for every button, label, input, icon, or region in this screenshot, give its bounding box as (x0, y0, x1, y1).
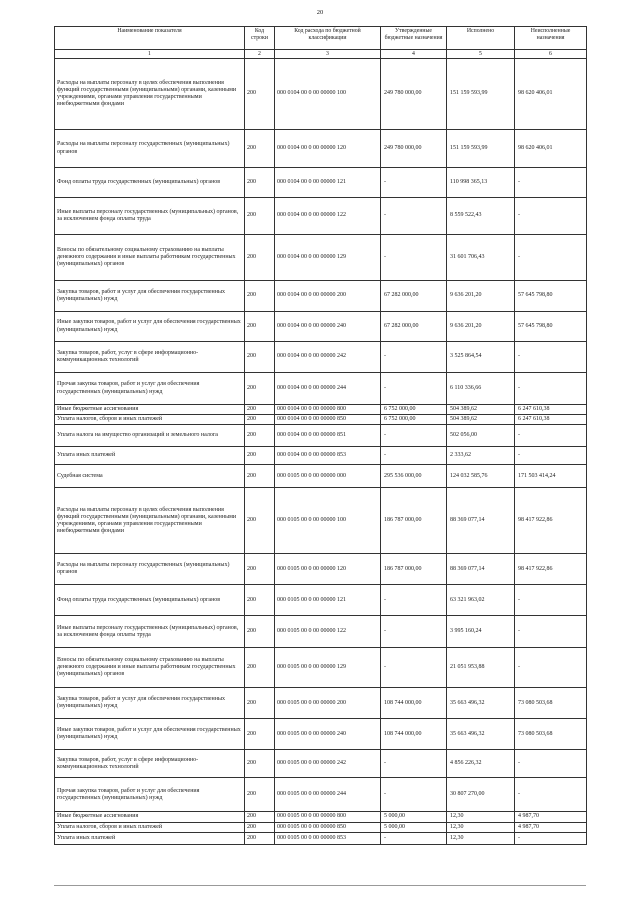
row-budget-code: 000 0104 00 0 00 00000 244 (275, 373, 381, 405)
row-line-code: 200 (245, 822, 275, 832)
row-approved: 5 000,00 (381, 822, 447, 832)
row-executed: 30 807 270,00 (447, 778, 515, 812)
row-approved: - (381, 585, 447, 616)
row-line-code: 200 (245, 554, 275, 585)
row-unexecuted: 6 247 610,38 (515, 415, 587, 425)
row-budget-code: 000 0105 00 0 00 00000 200 (275, 688, 381, 719)
row-unexecuted: 73 080 503,68 (515, 719, 587, 750)
row-budget-code: 000 0104 00 0 00 00000 853 (275, 447, 381, 465)
row-approved: - (381, 616, 447, 648)
row-name: Иные бюджетные ассигнования (55, 812, 245, 822)
row-executed: 12,30 (447, 822, 515, 832)
row-budget-code: 000 0105 00 0 00 00000 853 (275, 832, 381, 844)
row-unexecuted: - (515, 342, 587, 373)
row-executed: 12,30 (447, 832, 515, 844)
row-executed: 63 321 963,02 (447, 585, 515, 616)
table-row (55, 312, 587, 342)
row-budget-code: 000 0105 00 0 00 00000 244 (275, 778, 381, 812)
row-budget-code: 000 0105 00 0 00 00000 242 (275, 750, 381, 778)
row-unexecuted: - (515, 648, 587, 688)
row-executed: 9 636 201,20 (447, 312, 515, 342)
table-row (55, 405, 587, 415)
row-line-code: 200 (245, 778, 275, 812)
column-numbers-row (55, 50, 587, 59)
table-row (55, 59, 587, 130)
row-line-code: 200 (245, 832, 275, 844)
row-approved: - (381, 778, 447, 812)
row-unexecuted: - (515, 235, 587, 281)
row-unexecuted: 57 645 798,80 (515, 281, 587, 312)
row-budget-code: 000 0105 00 0 00 00000 240 (275, 719, 381, 750)
row-unexecuted: 57 645 798,80 (515, 312, 587, 342)
row-approved: 186 787 000,00 (381, 488, 447, 554)
row-budget-code: 000 0105 00 0 00 00000 000 (275, 465, 381, 488)
row-line-code: 200 (245, 750, 275, 778)
row-approved: 108 744 000,00 (381, 688, 447, 719)
row-budget-code: 000 0105 00 0 00 00000 121 (275, 585, 381, 616)
row-budget-code: 000 0104 00 0 00 00000 129 (275, 235, 381, 281)
header-name: Наименование показателя (55, 27, 245, 50)
row-approved: 249 780 000,00 (381, 130, 447, 168)
row-name: Иные закупки товаров, работ и услуг для обеспечения государственных (муниципальных) нужд (55, 312, 245, 342)
row-name: Расходы на выплаты персоналу в целях обеспечения выполнения функций государственными (муниципальными) органами, казенными учреждениями, органами управления государственными внебюджетными фондами (55, 59, 245, 130)
row-name: Прочая закупка товаров, работ и услуг для обеспечения государственных (муниципальных) нужд (55, 373, 245, 405)
row-unexecuted: - (515, 832, 587, 844)
row-line-code: 200 (245, 616, 275, 648)
row-line-code: 200 (245, 59, 275, 130)
row-budget-code: 000 0104 00 0 00 00000 122 (275, 198, 381, 235)
table-row (55, 832, 587, 844)
row-executed: 88 369 077,14 (447, 554, 515, 585)
table-row (55, 778, 587, 812)
row-line-code: 200 (245, 648, 275, 688)
row-name: Судебная система (55, 465, 245, 488)
row-name: Фонд оплаты труда государственных (муниципальных) органов (55, 585, 245, 616)
row-name: Иные выплаты персоналу государственных (муниципальных) органов, за исключением фонда оплаты труда (55, 616, 245, 648)
row-executed: 110 998 365,13 (447, 168, 515, 198)
row-budget-code: 000 0104 00 0 00 00000 120 (275, 130, 381, 168)
header-executed: Исполнено (447, 27, 515, 50)
row-name: Фонд оплаты труда государственных (муниципальных) органов (55, 168, 245, 198)
row-executed: 3 995 160,24 (447, 616, 515, 648)
table-row (55, 447, 587, 465)
row-executed: 35 663 496,32 (447, 719, 515, 750)
row-budget-code: 000 0105 00 0 00 00000 100 (275, 488, 381, 554)
table-row (55, 465, 587, 488)
row-executed: 502 056,00 (447, 425, 515, 447)
row-unexecuted: 98 620 406,01 (515, 130, 587, 168)
row-approved: - (381, 832, 447, 844)
row-approved: 249 780 000,00 (381, 59, 447, 130)
row-executed: 151 159 593,99 (447, 130, 515, 168)
row-unexecuted: - (515, 447, 587, 465)
column-number: 1 (55, 50, 245, 59)
row-executed: 504 389,62 (447, 415, 515, 425)
row-executed: 151 159 593,99 (447, 59, 515, 130)
column-number: 2 (245, 50, 275, 59)
row-budget-code: 000 0104 00 0 00 00000 851 (275, 425, 381, 447)
row-line-code: 200 (245, 719, 275, 750)
row-name: Уплата налога на имущество организаций и земельного налога (55, 425, 245, 447)
row-budget-code: 000 0104 00 0 00 00000 242 (275, 342, 381, 373)
row-line-code: 200 (245, 198, 275, 235)
row-line-code: 200 (245, 130, 275, 168)
row-line-code: 200 (245, 168, 275, 198)
row-unexecuted: 4 987,70 (515, 822, 587, 832)
row-unexecuted: 4 987,70 (515, 812, 587, 822)
row-executed: 8 559 522,43 (447, 198, 515, 235)
row-line-code: 200 (245, 425, 275, 447)
table-row (55, 616, 587, 648)
row-line-code: 200 (245, 312, 275, 342)
table-row (55, 130, 587, 168)
row-budget-code: 000 0105 00 0 00 00000 850 (275, 822, 381, 832)
row-name: Уплата налогов, сборов и иных платежей (55, 822, 245, 832)
row-unexecuted: - (515, 198, 587, 235)
row-approved: - (381, 750, 447, 778)
table-header-row (55, 27, 587, 50)
header-approved: Утвержденные бюджетные назначения (381, 27, 447, 50)
row-executed: 21 051 953,88 (447, 648, 515, 688)
table-row (55, 822, 587, 832)
header-line-code: Код строки (245, 27, 275, 50)
row-approved: 108 744 000,00 (381, 719, 447, 750)
table-row (55, 688, 587, 719)
row-approved: 6 752 000,00 (381, 415, 447, 425)
column-number: 5 (447, 50, 515, 59)
row-budget-code: 000 0105 00 0 00 00000 122 (275, 616, 381, 648)
row-executed: 124 032 585,76 (447, 465, 515, 488)
row-budget-code: 000 0104 00 0 00 00000 100 (275, 59, 381, 130)
row-unexecuted: - (515, 425, 587, 447)
row-budget-code: 000 0105 00 0 00 00000 120 (275, 554, 381, 585)
row-line-code: 200 (245, 585, 275, 616)
row-line-code: 200 (245, 488, 275, 554)
row-line-code: 200 (245, 688, 275, 719)
row-budget-code: 000 0104 00 0 00 00000 200 (275, 281, 381, 312)
row-executed: 9 636 201,20 (447, 281, 515, 312)
row-unexecuted: - (515, 585, 587, 616)
table-row (55, 750, 587, 778)
table-row (55, 554, 587, 585)
row-executed: 6 110 336,66 (447, 373, 515, 405)
header-unexecuted: Неисполненные назначения (515, 27, 587, 50)
row-approved: 6 752 000,00 (381, 405, 447, 415)
row-name: Расходы на выплаты персоналу государственных (муниципальных) органов (55, 554, 245, 585)
table-row (55, 488, 587, 554)
row-name: Закупка товаров, работ, услуг в сфере информационно-коммуникационных технологий (55, 750, 245, 778)
row-executed: 31 601 706,43 (447, 235, 515, 281)
row-executed: 2 333,62 (447, 447, 515, 465)
row-name: Закупка товаров, работ и услуг для обеспечения государственных (муниципальных) нужд (55, 688, 245, 719)
row-name: Взносы по обязательному социальному страхованию на выплаты денежного содержания и иные выплаты работникам государственных (муниципальных) органов (55, 648, 245, 688)
row-approved: - (381, 648, 447, 688)
row-budget-code: 000 0105 00 0 00 00000 129 (275, 648, 381, 688)
row-name: Расходы на выплаты персоналу государственных (муниципальных) органов (55, 130, 245, 168)
row-name: Уплата налогов, сборов и иных платежей (55, 415, 245, 425)
row-approved: - (381, 198, 447, 235)
row-name: Прочая закупка товаров, работ и услуг для обеспечения государственных (муниципальных) нужд (55, 778, 245, 812)
table-row (55, 198, 587, 235)
row-executed: 35 663 496,32 (447, 688, 515, 719)
row-name: Взносы по обязательному социальному страхованию на выплаты денежного содержания и иные выплаты работникам государственных (муниципальных) органов (55, 235, 245, 281)
column-number: 6 (515, 50, 587, 59)
row-unexecuted: 73 080 503,68 (515, 688, 587, 719)
row-approved: - (381, 235, 447, 281)
row-unexecuted: 98 417 922,86 (515, 554, 587, 585)
row-executed: 4 856 226,32 (447, 750, 515, 778)
row-line-code: 200 (245, 405, 275, 415)
row-executed: 504 389,62 (447, 405, 515, 415)
column-number: 4 (381, 50, 447, 59)
row-name: Иные закупки товаров, работ и услуг для обеспечения государственных (муниципальных) нужд (55, 719, 245, 750)
page-number: 20 (316, 9, 324, 16)
table-row (55, 585, 587, 616)
row-approved: - (381, 373, 447, 405)
row-approved: - (381, 447, 447, 465)
row-approved: - (381, 342, 447, 373)
row-name: Закупка товаров, работ и услуг для обеспечения государственных (муниципальных) нужд (55, 281, 245, 312)
row-approved: - (381, 425, 447, 447)
row-name: Уплата иных платежей (55, 832, 245, 844)
row-unexecuted: 171 503 414,24 (515, 465, 587, 488)
row-name: Закупка товаров, работ, услуг в сфере информационно-коммуникационных технологий (55, 342, 245, 373)
row-budget-code: 000 0104 00 0 00 00000 850 (275, 415, 381, 425)
row-approved: - (381, 168, 447, 198)
row-budget-code: 000 0104 00 0 00 00000 121 (275, 168, 381, 198)
row-budget-code: 000 0104 00 0 00 00000 240 (275, 312, 381, 342)
table-row (55, 373, 587, 405)
header-budget-code: Код расхода по бюджетной классификации (275, 27, 381, 50)
row-unexecuted: - (515, 373, 587, 405)
row-line-code: 200 (245, 281, 275, 312)
row-unexecuted: - (515, 778, 587, 812)
row-line-code: 200 (245, 342, 275, 373)
table-row (55, 235, 587, 281)
row-name: Иные выплаты персоналу государственных (муниципальных) органов, за исключением фонда оплаты труда (55, 198, 245, 235)
row-approved: 5 000,00 (381, 812, 447, 822)
row-executed: 88 369 077,14 (447, 488, 515, 554)
row-budget-code: 000 0105 00 0 00 00000 800 (275, 812, 381, 822)
row-budget-code: 000 0104 00 0 00 00000 800 (275, 405, 381, 415)
row-unexecuted: 6 247 610,38 (515, 405, 587, 415)
row-line-code: 200 (245, 465, 275, 488)
table-row (55, 342, 587, 373)
page-bottom-divider (54, 885, 586, 886)
row-unexecuted: - (515, 616, 587, 648)
row-unexecuted: - (515, 168, 587, 198)
row-approved: 67 282 000,00 (381, 281, 447, 312)
row-approved: 295 536 000,00 (381, 465, 447, 488)
table-row (55, 168, 587, 198)
row-approved: 186 787 000,00 (381, 554, 447, 585)
row-executed: 12,30 (447, 812, 515, 822)
table-row (55, 415, 587, 425)
row-line-code: 200 (245, 373, 275, 405)
row-line-code: 200 (245, 447, 275, 465)
table-row (55, 719, 587, 750)
budget-execution-table (54, 26, 587, 845)
table-row (55, 812, 587, 822)
row-unexecuted: - (515, 750, 587, 778)
table-row (55, 648, 587, 688)
row-line-code: 200 (245, 235, 275, 281)
row-line-code: 200 (245, 415, 275, 425)
column-number: 3 (275, 50, 381, 59)
row-approved: 67 282 000,00 (381, 312, 447, 342)
row-name: Иные бюджетные ассигнования (55, 405, 245, 415)
table-body (55, 59, 587, 845)
table-row (55, 281, 587, 312)
row-line-code: 200 (245, 812, 275, 822)
row-unexecuted: 98 417 922,86 (515, 488, 587, 554)
table-row (55, 425, 587, 447)
row-unexecuted: 98 620 406,01 (515, 59, 587, 130)
row-name: Уплата иных платежей (55, 447, 245, 465)
row-name: Расходы на выплаты персоналу в целях обеспечения выполнения функций государственными (муниципальными) органами, казенными учреждениями, органами управления государственными внебюджетными фондами (55, 488, 245, 554)
row-executed: 3 525 864,54 (447, 342, 515, 373)
